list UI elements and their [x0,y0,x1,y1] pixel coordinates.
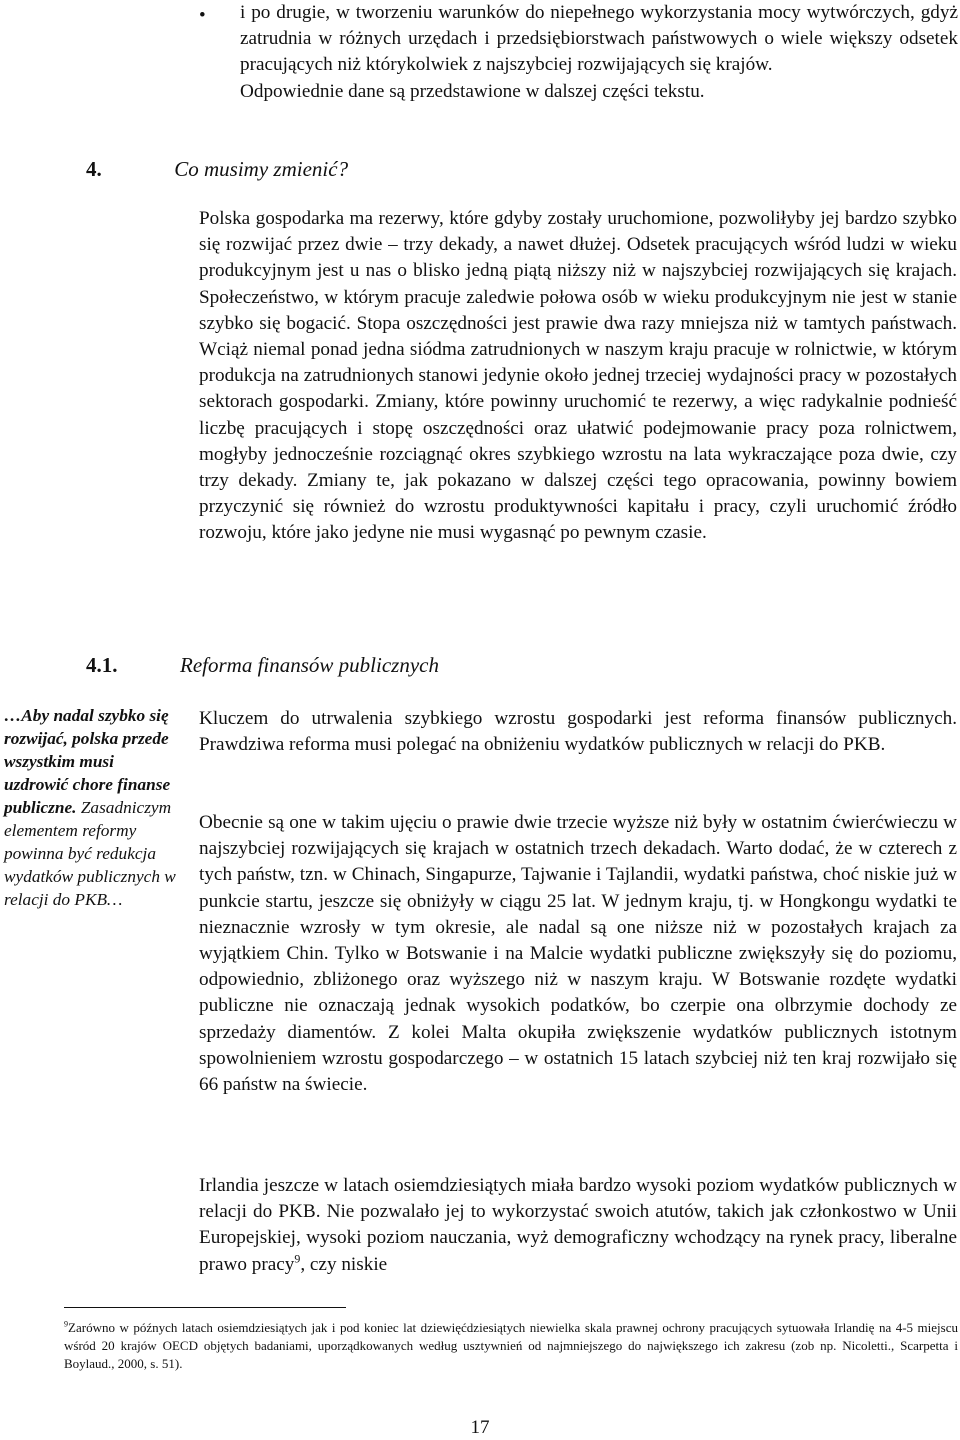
footnote [64,1319,958,1374]
footnote-marker: 9 [64,1319,69,1329]
section-4-heading [86,156,686,182]
section-4-1-paragraph-3 [199,1173,957,1278]
section-4-title: Co musimy zmienić? [174,157,349,181]
section-4-number: 4. [86,157,102,181]
section-4-1-title: Reforma finansów publicznych [180,653,439,677]
paragraph-3-text-end: , czy niskie [300,1253,388,1275]
section-4-1-heading [86,652,786,678]
section-4-1-number: 4.1. [86,653,118,677]
sidenote-text: Zasadniczym elementem reformy powinna być redukcja wydatków publicznych w relacji do PKB… [4,798,176,909]
section-4-paragraph: Polska gospodarka ma rezerwy, które gdyby zostały uruchomione, pozwoliłyby jej bardzo szybko się rozwijać przez dwie – trzy dekady, a nawet dłużej. Odsetek pracujących wśród ludzi w wieku produkcyjnym jest u nas o blisko jedną piątą niższy niż w najszybciej rozwijających się krajach. Społeczeństwo, w którym pracuje zaledwie połowa osób w wieku produkcyjnym nie jest w stanie szybko się bogacić. Stopa oszczędności jest prawie dwa razy mniejsza niż w tamtych państwach. Wciąż niemal ponad jedna siódma zatrudnionych w naszym kraju pracuje w rolnictwie, w którym produkcja na zatrudnionych stanowi jedynie około jednej trzeciej wydajności pracy w pozostałych sektorach gospodarki. Zmiany, które powinny uruchomić te rezerwy, a więc radykalnie podnieść liczbę pracujących i stopę oszczędności oraz ułatwić podejmowanie pracy poza rolnictwem, mogłyby jednocześnie rozciągnąć okres szybkiego wzrostu na lata wykraczające poza dwie, czy trzy dekady. Zmiany te, jak pokazano w dalszej części tego opracowania, powinny bowiem przyczynić się również do wzrostu produktywności kapitału i pracy, czyli uruchomić źródło rozwoju, które jako jedyne nie musi wygasnąć po pewnym czasie. [199,208,957,544]
sidenote-bold-text: …Aby nadal szybko się rozwijać, polska przede wszystkim musi uzdrowić chore finanse publiczne. [4,706,171,817]
footnote-text: Zarówno w późnych latach osiemdziesiątych jak i pod koniec lat dziewięćdziesiątych niewielka skala prawnej ochrony pracujących sytuowała Irlandię na 4-5 miejscu wśród 20 krajów OECD objętych badaniami, uporządkowanych według usztywnień od najmniejszego do największego ich zakresu (zob np. Nicoletti., Scarpetta i Boylaud., 2000, s. 51). [64,1320,958,1372]
footnote-separator [64,1307,346,1308]
paragraph-3-text: Irlandia jeszcze w latach osiemdziesiątych miała bardzo wysoki poziom wydatków publicznych w relacji do PKB. Nie pozwalało jej to wykorzystać swoich atutów, takich jak członkostwo w Unii Europejskiej, wysoki poziom nauczania, wyż demograficzny wchodzący na rynek pracy, liberalne prawo pracy [199,1175,957,1275]
bullet-item [0,0,960,130]
footnote-reference[interactable]: 9 [294,1251,301,1266]
bullet-marker: • [199,5,206,26]
bullet-paragraph-2: Odpowiednie dane są przedstawione w dalszej części tekstu. [240,80,705,102]
section-4-1-paragraph-1: Kluczem do utrwalenia szybkiego wzrostu gospodarki jest reforma finansów publicznych. Prawdziwa reforma musi polegać na obniżeniu wydatków publicznych w relacji do PKB. [199,708,957,756]
bullet-paragraph: i po drugie, w tworzeniu warunków do niepełnego wykorzystania mocy wytwórczych, gdyż zatrudnia w różnych urzędach i przedsiębiorstwach państwowych o wiele większy odsetek pracujących niż którykolwiek z najszybciej rozwijających się krajów. [240,2,958,76]
bullet-text [240,0,958,105]
section-4-1-paragraph-2: Obecnie są one w takim ujęciu o prawie dwie trzecie wyższe niż były w ostatnim ćwierćwieczu w najszybciej rozwijających się krajach w ostatnich trzech dekadach. Warto dodać, że w czterech z tych państw, tzn. w Chinach, Singapurze, Tajwanie i Tajlandii, wydatki państwa, choć niskie już w punkcie startu, jeszcze się obniżyły w ciągu 25 lat. W jednym kraju, tj. w Hongkongu wydatki te nieznacznie wzrosły w tym okresie, ale nadal są one niższe niż w pozostałych krajach za wyjątkiem Chin. Tylko w Botswanie i na Malcie wydatki publiczne zwiększyły się do poziomu, odpowiednio, zbliżonego oraz wyższego niż w naszym kraju. W Botswanie rozdęte wydatki publiczne nie oznaczają jednak wysokich podatków, bo czerpie ona olbrzymie dochody ze sprzedaży diamentów. Z kolei Malta okupiła zwiększenie wydatków publicznych istotnym spowolnieniem wzrostu gospodarczego – w ostatnich 15 latach szybciej niż ten kraj rozwijało się 66 państw na świecie. [199,812,957,1096]
page-number: 17 [470,1417,490,1438]
margin-sidenote [4,704,180,911]
